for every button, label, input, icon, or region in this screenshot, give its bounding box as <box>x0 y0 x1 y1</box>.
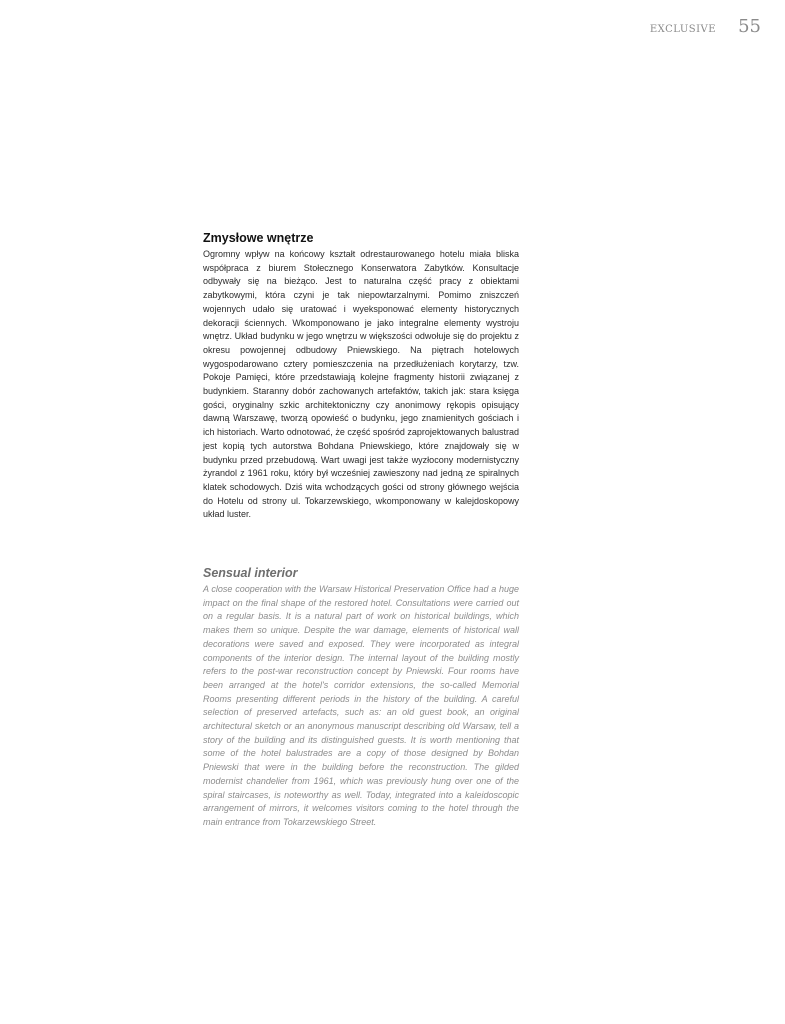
english-section <box>203 565 519 830</box>
polish-body-text: Ogromny wpływ na końcowy kształt odrestaurowanego hotelu miała bliska współpraca z biurem Stołecznego Konserwatora Zabytków. Konsultacje odbywały się na bieżąco. Jest to naturalna część pracy z obiektami zabytkowymi, która czyni je tak niepowtarzalnymi. Pomimo zniszczeń wojennych udało się uratować i wyeksponować elementy historycznych dekoracji ściennych. Wkomponowano je jako integralne elementy wystroju wnętrz. Układ budynku w jego wnętrzu w większości odwołuje się do projektu z okresu powojennej odbudowy Pniewskiego. Na piętrach hotelowych wygospodarowano cztery pomieszczenia na przedłużeniach korytarzy, tzw. Pokoje Pamięci, które przedstawiają kolejne fragmenty historii związanej z budynkiem. Staranny dobór zachowanych artefaktów, takich jak: stara księga gości, oryginalny szkic architektoniczny czy anonimowy rękopis opisujący dawną Warszawę, tworzą opowieść o budynku, jego znamienitych gościach i ich historiach. Warto odnotować, że część spośród zaprojektowanych balustrad jest kopią tych autorstwa Bohdana Pniewskiego, które znajdowały się w budynku przed przebudową. Wart uwagi jest także wyzłocony modernistyczny żyrandol z 1961 roku, który był wcześniej zawieszony nad jedną ze spiralnych klatek schodowych. Dziś wita wchodzących gości od strony głównego wejścia do Hotelu od strony ul. Tokarzewskiego, wkomponowany w kalejdoskopowy układ luster. <box>203 249 519 520</box>
english-body-text: A close cooperation with the Warsaw Historical Preservation Office had a huge impact on the final shape of the restored hotel. Consultations were carried out on a regular basis. It is a natural part of work on historical buildings, which makes them so unique. Despite the war damage, elements of historical wall decorations were saved and exposed. They were incorporated as integral components of the interior design. The internal layout of the building mostly refers to the post-war reconstruction concept by Pniewski. Four rooms have been arranged at the hotel's corridor extensions, the so-called Memorial Rooms presenting different periods in the history of the building. A careful selection of preserved artefacts, such as: an old guest book, an original architectural sketch or an anonymous manuscript describing old Warsaw, tell a story of the building and its distinguished guests. It is worth mentioning that some of the hotel balustrades are a copy of those designed by Bohdan Pniewski that were in the building before the reconstruction. The gilded modernist chandelier from 1961, which was previously hung over one of the spiral staircases, is noteworthy as well. Today, integrated into a kaleidoscopic arrangement of mirrors, it welcomes visitors coming to the hotel through the main entrance from Tokarzewskiego Street. <box>203 584 519 827</box>
polish-heading: Zmysłowe wnętrze <box>203 231 314 245</box>
page-number: 55 <box>738 16 761 37</box>
polish-section <box>203 230 519 522</box>
section-label: EXCLUSIVE <box>649 24 717 35</box>
english-heading: Sensual interior <box>203 566 298 580</box>
page-header <box>650 16 761 37</box>
